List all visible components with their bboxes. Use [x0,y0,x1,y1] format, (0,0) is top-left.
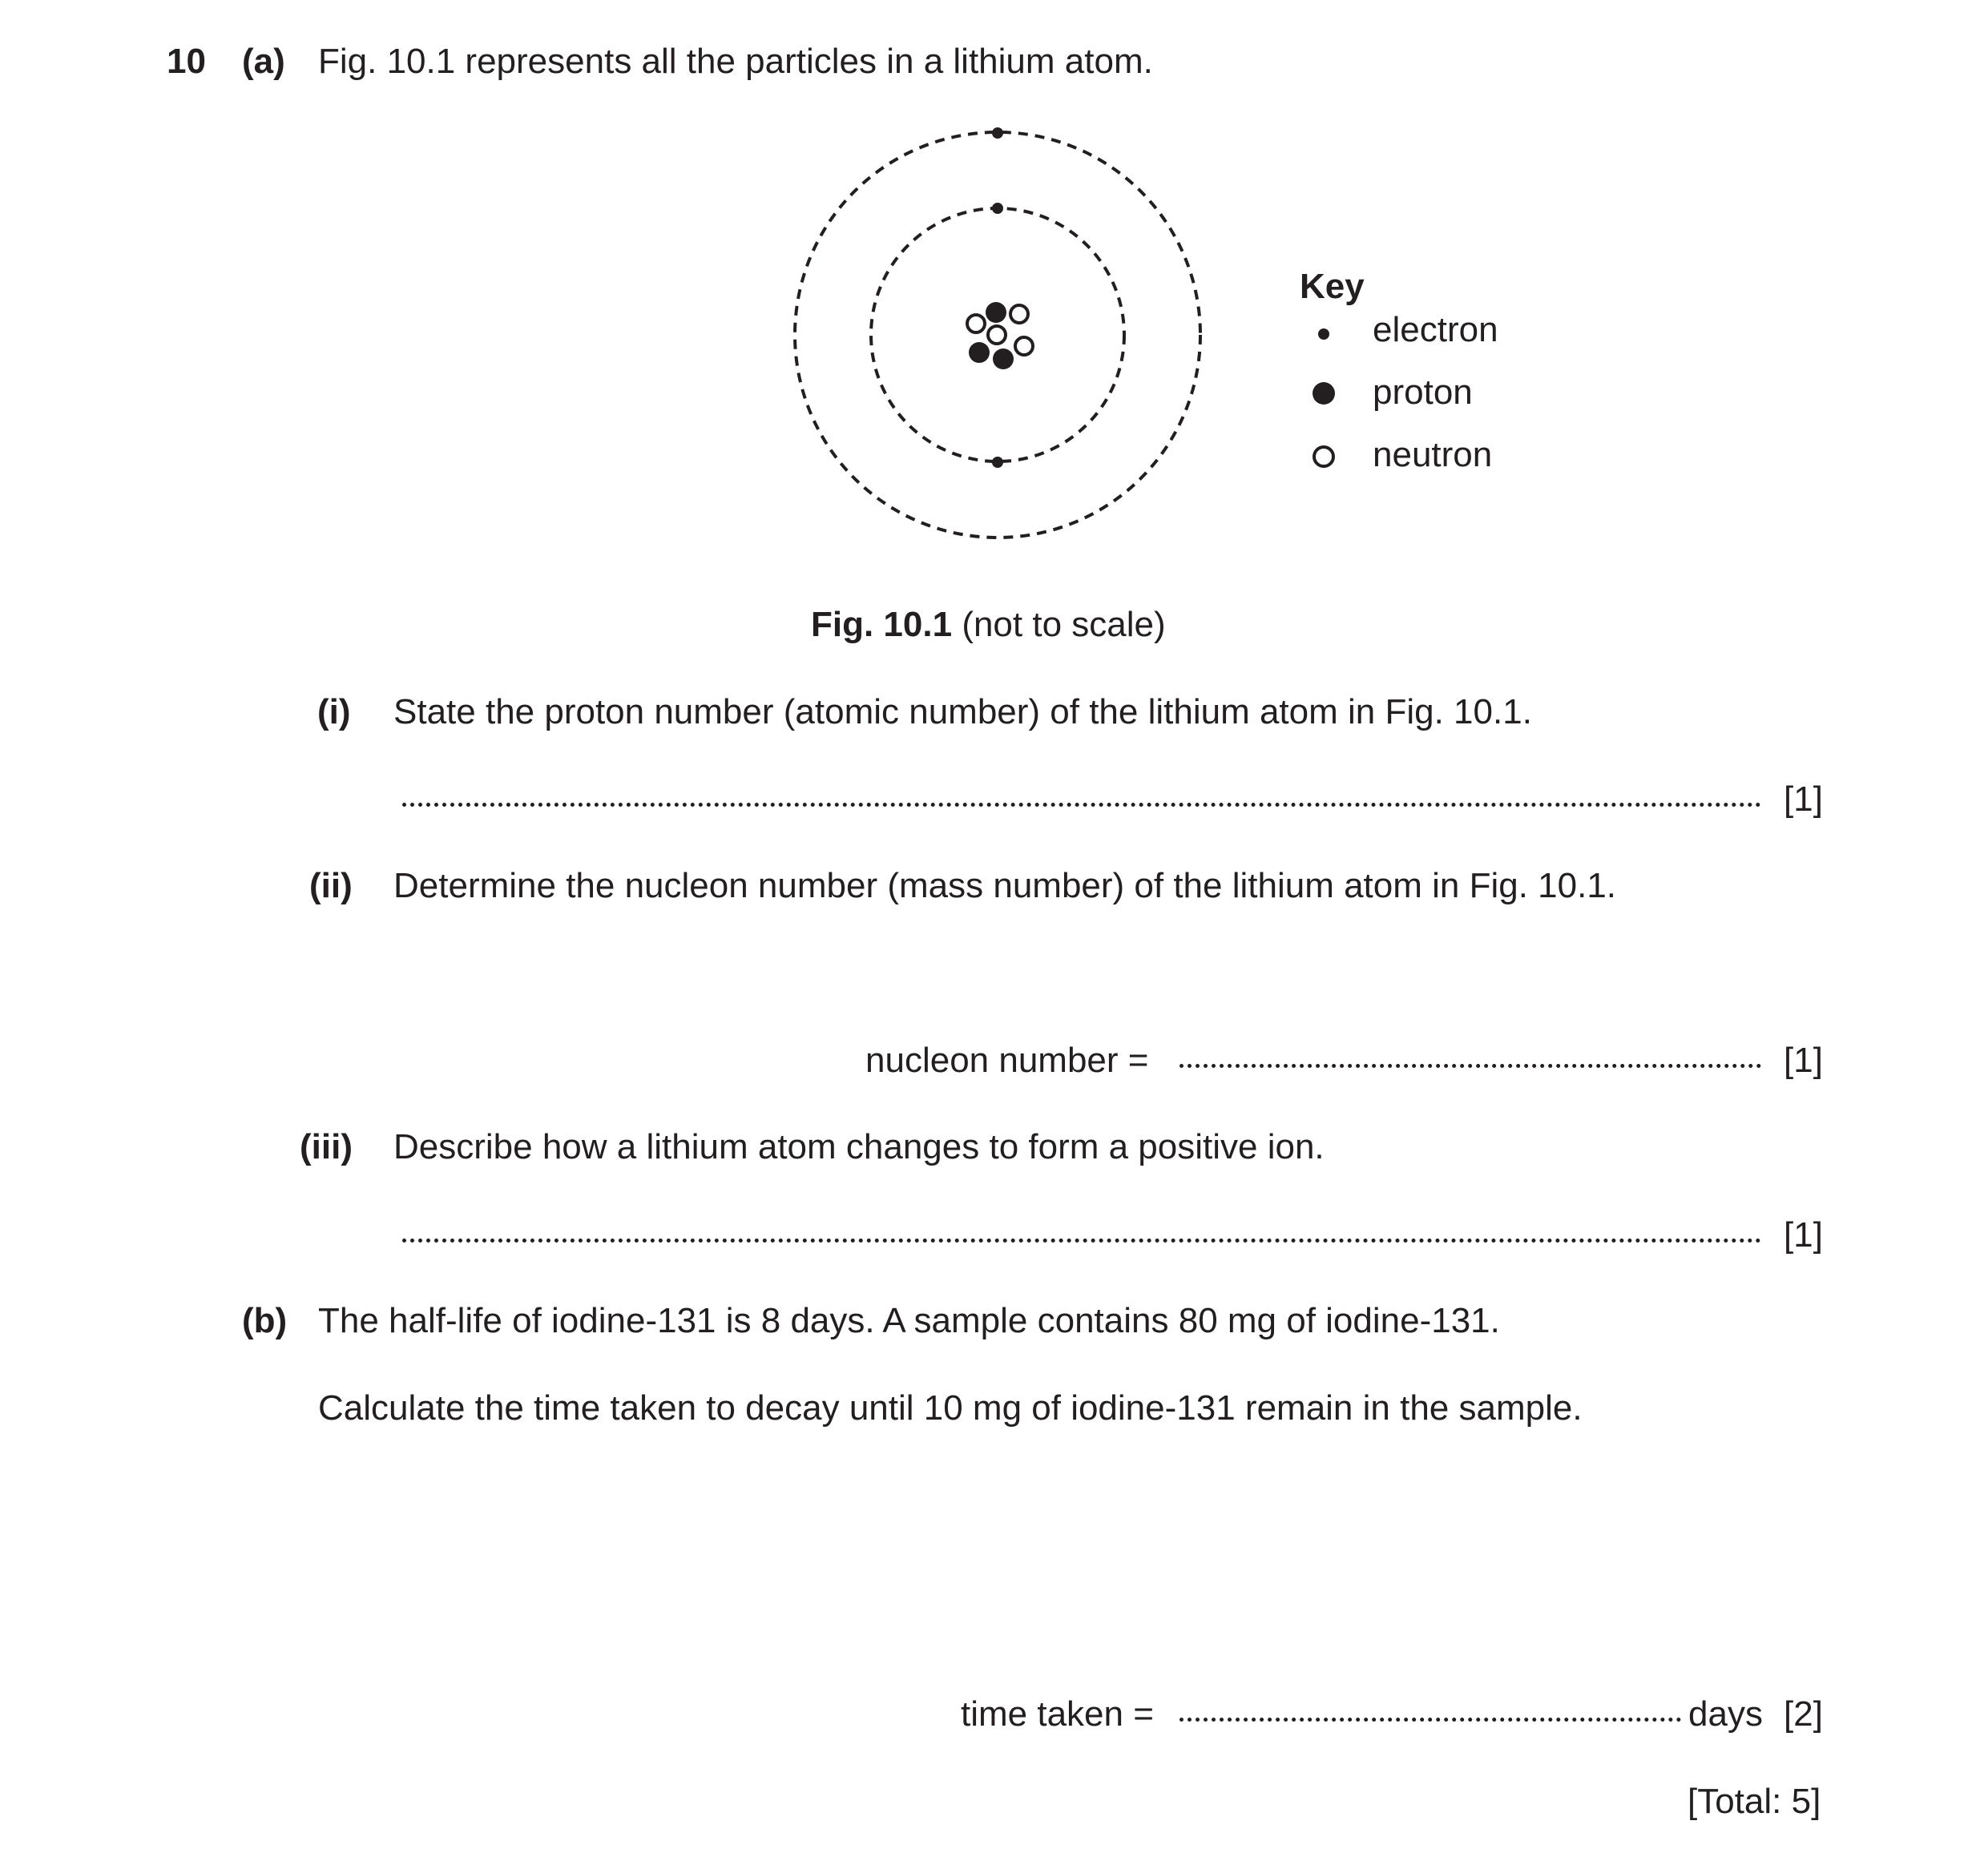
neutron [988,326,1006,344]
key-proton-label: proton [1373,373,1473,412]
figure-caption-note: (not to scale) [962,605,1166,644]
question-total: [Total: 5] [1688,1782,1821,1821]
nucleon-number-label: nucleon number = [865,1041,1149,1080]
key-electron-symbol [1318,328,1329,340]
part-b-marks: [2] [1784,1694,1823,1734]
nucleon-number-answer-line[interactable] [1179,1064,1761,1068]
electron-inner-bottom [992,457,1003,468]
figure-caption [811,607,1166,642]
part-b-text1: The half-life of iodine-131 is 8 days. A sample contains 80 mg of iodine-131. [318,1301,1500,1340]
question-number: 10 [167,42,206,81]
key-electron-label: electron [1373,310,1498,349]
sub-ii-marks: [1] [1784,1041,1823,1080]
sub-i-answer-line[interactable] [402,803,1761,807]
proton [986,302,1006,323]
key-neutron-label: neutron [1373,435,1493,474]
part-a-label: (a) [242,42,285,81]
proton [969,342,990,363]
part-b-text2: Calculate the time taken to decay until 10 mg of iodine-131 remain in the sample. [318,1388,1583,1428]
part-b-label: (b) [242,1301,288,1340]
proton [993,348,1014,369]
sub-iii-answer-line[interactable] [402,1239,1761,1243]
sub-iii-marks: [1] [1784,1215,1823,1255]
sub-iii-label: (iii) [300,1127,353,1166]
key-title: Key [1300,267,1365,306]
neutron [1010,305,1028,323]
time-taken-unit: days [1688,1694,1763,1734]
key-proton-symbol [1313,382,1335,405]
figure-caption-number: Fig. 10.1 [811,605,953,644]
sub-iii-question: Describe how a lithium atom changes to form a positive ion. [393,1127,1325,1166]
sub-ii-label: (ii) [309,866,353,905]
sub-i-label: (i) [317,692,351,731]
sub-i-question: State the proton number (atomic number) of the lithium atom in Fig. 10.1. [393,692,1532,731]
electron-outer [992,127,1003,139]
sub-ii-question: Determine the nucleon number (mass number) of the lithium atom in Fig. 10.1. [393,866,1617,905]
neutron [967,315,985,332]
sub-i-marks: [1] [1784,779,1823,819]
key-neutron-symbol [1314,447,1333,466]
electron-inner-top [992,203,1003,214]
part-a-intro: Fig. 10.1 represents all the particles in a lithium atom. [318,42,1153,81]
time-taken-answer-line[interactable] [1179,1718,1681,1722]
neutron [1015,337,1033,355]
time-taken-label: time taken = [961,1694,1154,1734]
